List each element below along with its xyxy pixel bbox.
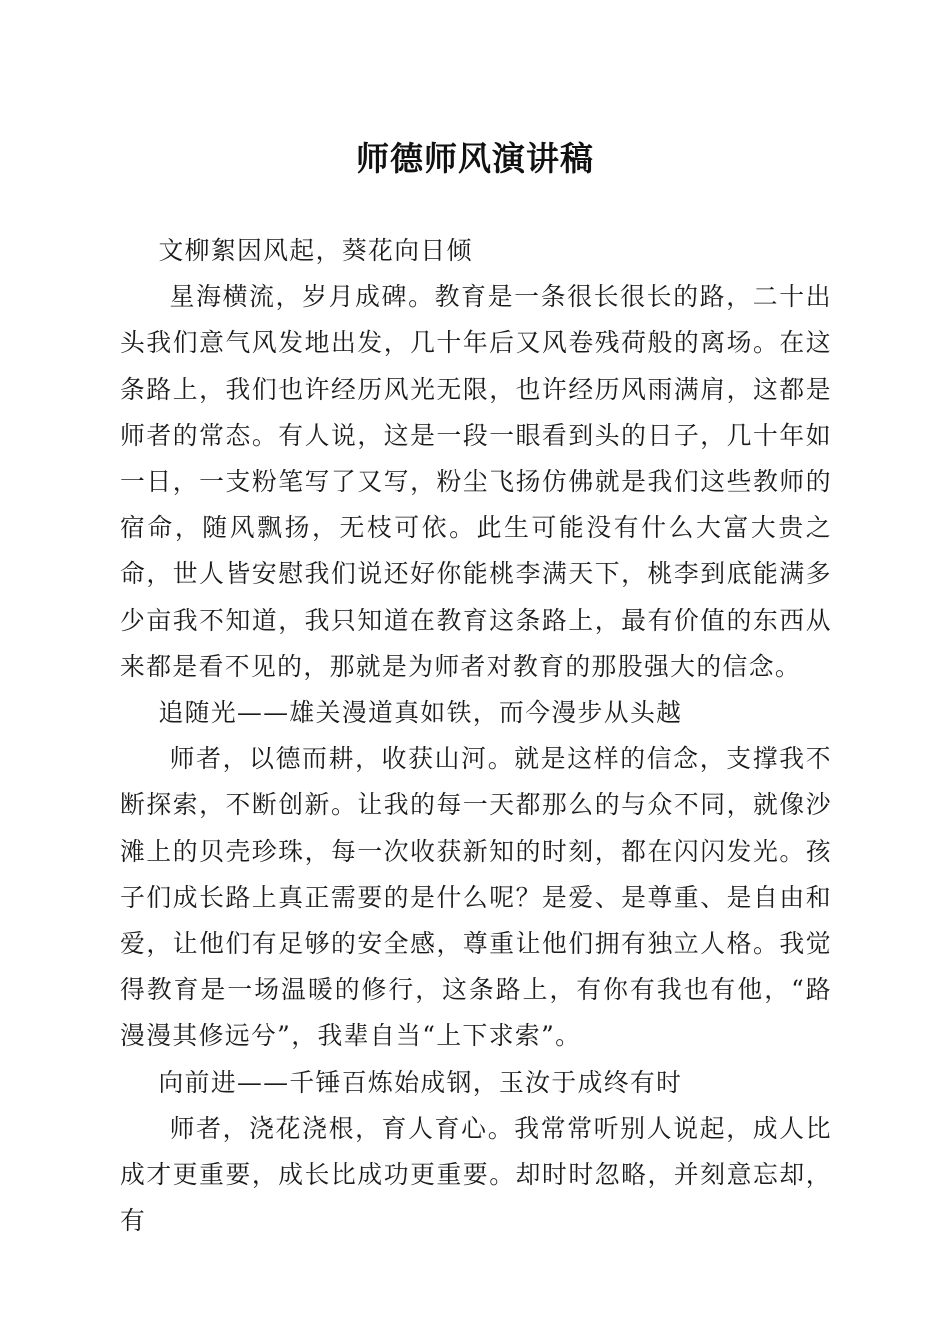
paragraph-2: 师者，以德而耕，收获山河。就是这样的信念，支撑我不断探索，不断创新。让我的每一天都那么的与众不同，就像沙滩上的贝壳珍珠，每一次收获新知的时刻，都在闪闪发光。孩子们成长路上真正需要的是什么呢？是爱、是尊重、是自由和爱，让他们有足够的安全感，尊重让他们拥有独立人格。我觉得教育是一场温暖的修行，这条路上，有你有我也有他，“路漫漫其修远兮”，我辈自当“上下求索”。 <box>120 744 832 1051</box>
section-heading-1: 文柳絮因风起，葵花向日倾 <box>158 236 473 265</box>
section-heading-2: 追随光——雄关漫道真如铁，而今漫步从头越 <box>158 698 683 728</box>
document-title: 师德师风演讲稿 <box>356 139 594 178</box>
section-heading-3: 向前进——千锤百炼始成钢，玉汝于成终有时 <box>158 1067 683 1097</box>
document-body <box>120 228 832 1244</box>
paragraph-1: 星海横流，岁月成碑。教育是一条很长很长的路，二十出头我们意气风发地出发，几十年后又风卷残荷般的离场。在这条路上，我们也许经历风光无限，也许经历风雨满肩，这都是师者的常态。有人说，这是一段一眼看到头的日子，几十年如一日，一支粉笔写了又写，粉尘飞扬仿佛就是我们这些教师的宿命，随风飘扬，无枝可依。此生可能没有什么大富大贵之命，世人皆安慰我们说还好你能桃李满天下，桃李到底能满多少亩我不知道，我只知道在教育这条路上，最有价值的东西从来都是看不见的，那就是为师者对教育的那股强大的信念。 <box>120 282 832 681</box>
paragraph-3: 师者，浇花浇根，育人育心。我常常听别人说起，成人比成才更重要，成长比成功更重要。却时时忽略，并刻意忘却，有 <box>120 1113 832 1236</box>
